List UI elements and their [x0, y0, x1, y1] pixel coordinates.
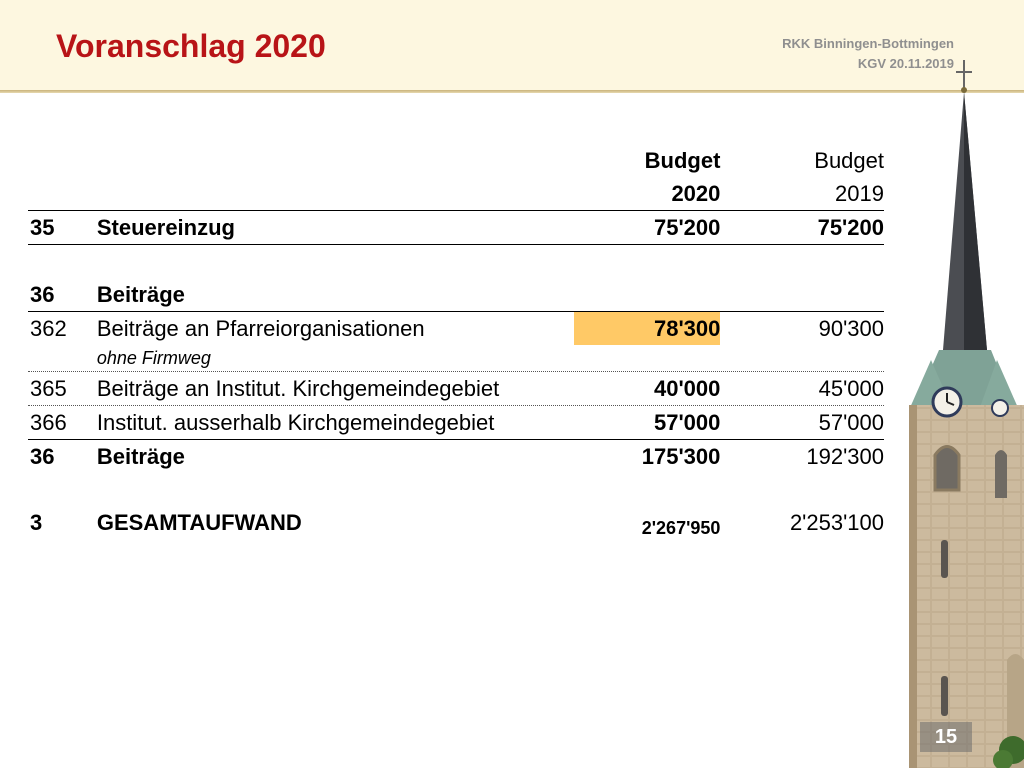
column-header-2019-line1: Budget [814, 148, 884, 173]
value-2019: 45'000 [818, 376, 884, 401]
account-code: 36 [30, 444, 55, 469]
table-row [28, 406, 884, 440]
account-label: GESAMTAUFWAND [96, 510, 302, 535]
value-2019: 192'300 [806, 444, 884, 469]
value-2019: 90'300 [818, 316, 884, 341]
page-number: 15 [920, 722, 972, 752]
church-tower-image [895, 60, 1024, 768]
value-2020: 40'000 [653, 376, 721, 401]
column-header-2019-line2: 2019 [835, 181, 884, 206]
account-label: Institut. ausserhalb Kirchgemeindegebiet [96, 410, 495, 435]
account-label: Beiträge [96, 444, 185, 469]
table-row-subtotal [28, 440, 884, 473]
organization-name: RKK Binningen-Bottmingen [782, 36, 954, 51]
value-2020-highlighted: 78'300 [574, 312, 721, 345]
account-code: 3 [30, 510, 43, 535]
slide-title: Voranschlag 2020 [56, 28, 326, 64]
account-label: Beiträge [96, 282, 185, 307]
account-label: Beiträge an Institut. Kirchgemeindegebiet [96, 376, 500, 401]
value-2020: 57'000 [653, 410, 721, 435]
column-header-2020-line1: Budget [644, 148, 721, 173]
table-row [28, 211, 884, 245]
table-row [28, 312, 884, 372]
value-2020: 175'300 [641, 444, 721, 469]
table-row [28, 372, 884, 406]
account-code: 362 [30, 316, 67, 341]
account-code: 366 [30, 410, 67, 435]
account-sublabel: ohne Firmweg [96, 348, 211, 368]
value-2020: 75'200 [653, 215, 721, 240]
account-label-group [97, 312, 574, 371]
value-2019: 75'200 [817, 215, 884, 240]
value-2019: 2'253'100 [789, 510, 884, 535]
value-2019: 57'000 [818, 410, 884, 435]
value-2020: 2'267'950 [641, 518, 721, 538]
row-spacer [28, 245, 884, 278]
meeting-date: KGV 20.11.2019 [857, 56, 954, 71]
column-header-2020-line2: 2020 [671, 181, 721, 206]
account-label: Steuereinzug [96, 215, 235, 240]
account-code: 36 [30, 282, 55, 307]
table-header-row [28, 177, 884, 211]
row-spacer [28, 473, 884, 506]
table-row-total [28, 506, 884, 545]
value-2019 [720, 278, 884, 311]
table-row [28, 278, 884, 312]
account-code: 365 [30, 376, 67, 401]
budget-table [28, 144, 884, 545]
header-divider [0, 90, 1024, 93]
table-header-row [28, 144, 884, 177]
value-2020-cell [574, 312, 721, 371]
value-2020 [574, 278, 721, 311]
account-label: Beiträge an Pfarreiorganisationen [96, 316, 425, 341]
account-code: 35 [30, 215, 55, 240]
